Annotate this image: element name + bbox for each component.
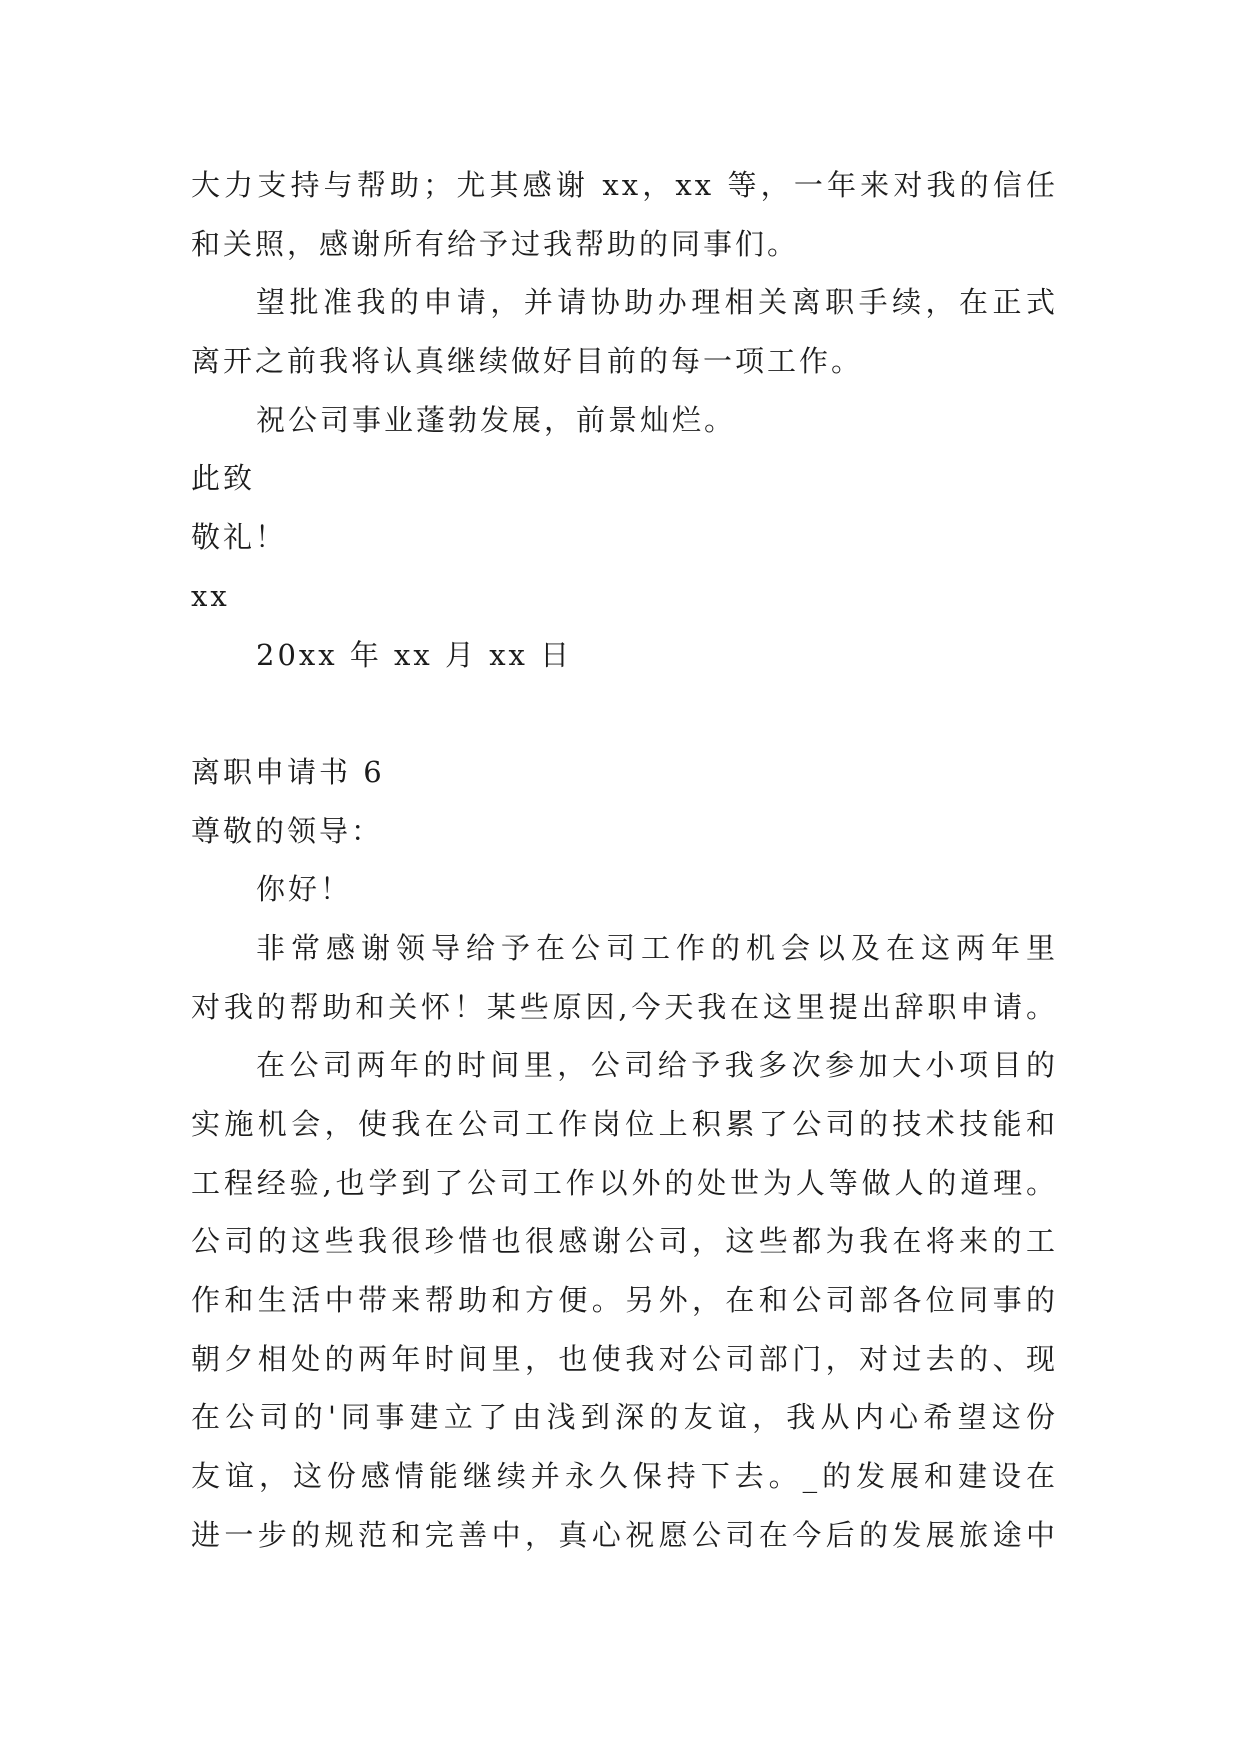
paragraph-line: 公司的这些我很珍惜也很感谢公司，这些都为我在将来的工 — [191, 1224, 1058, 1259]
paragraph-line: 工程经验,也学到了公司工作以外的处世为人等做人的道理。 — [191, 1165, 1058, 1200]
letter-title: 离职申请书 6 — [191, 754, 385, 789]
paragraph-line: 在公司的'同事建立了由浅到深的友谊，我从内心希望这份 — [191, 1400, 1058, 1435]
paragraph-line: 在公司两年的时间里，公司给予我多次参加大小项目的 — [256, 1048, 1058, 1083]
closing-wish: 祝公司事业蓬勃发展，前景灿烂。 — [256, 402, 737, 437]
paragraph-line: 非常感谢领导给予在公司工作的机会以及在这两年里 — [256, 930, 1058, 965]
paragraph-line: 实施机会，使我在公司工作岗位上积累了公司的技术技能和 — [191, 1107, 1058, 1141]
blank-line — [191, 684, 1058, 743]
signature: xx — [191, 578, 230, 613]
paragraph-line: 对我的帮助和关怀！某些原因,今天我在这里提出辞职申请。 — [191, 989, 1058, 1024]
date: 20xx 年 xx 月 xx 日 — [256, 637, 573, 672]
paragraph-line: 作和生活中带来帮助和方便。另外，在和公司部各位同事的 — [191, 1283, 1058, 1318]
paragraph-line: 和关照，感谢所有给予过我帮助的同事们。 — [191, 226, 800, 261]
salutation: 尊敬的领导： — [191, 813, 384, 848]
paragraph-line: 大力支持与帮助；尤其感谢 xx，xx 等，一年来对我的信任 — [191, 168, 1058, 202]
paragraph-line: 望批准我的申请，并请协助办理相关离职手续，在正式 — [256, 285, 1058, 320]
greeting: 你好！ — [256, 872, 353, 907]
paragraph-line: 离开之前我将认真继续做好目前的每一项工作。 — [191, 344, 864, 379]
closing-phrase: 此致 — [191, 461, 256, 496]
paragraph-line: 朝夕相处的两年时间里，也使我对公司部门，对过去的、现 — [191, 1341, 1058, 1376]
salute: 敬礼！ — [191, 520, 288, 555]
paragraph-line: 进一步的规范和完善中，真心祝愿公司在今后的发展旅途中 — [191, 1517, 1058, 1552]
paragraph-line: 友谊，这份感情能继续并永久保持下去。_的发展和建设在 — [191, 1459, 1058, 1494]
document-body — [191, 156, 1058, 1565]
